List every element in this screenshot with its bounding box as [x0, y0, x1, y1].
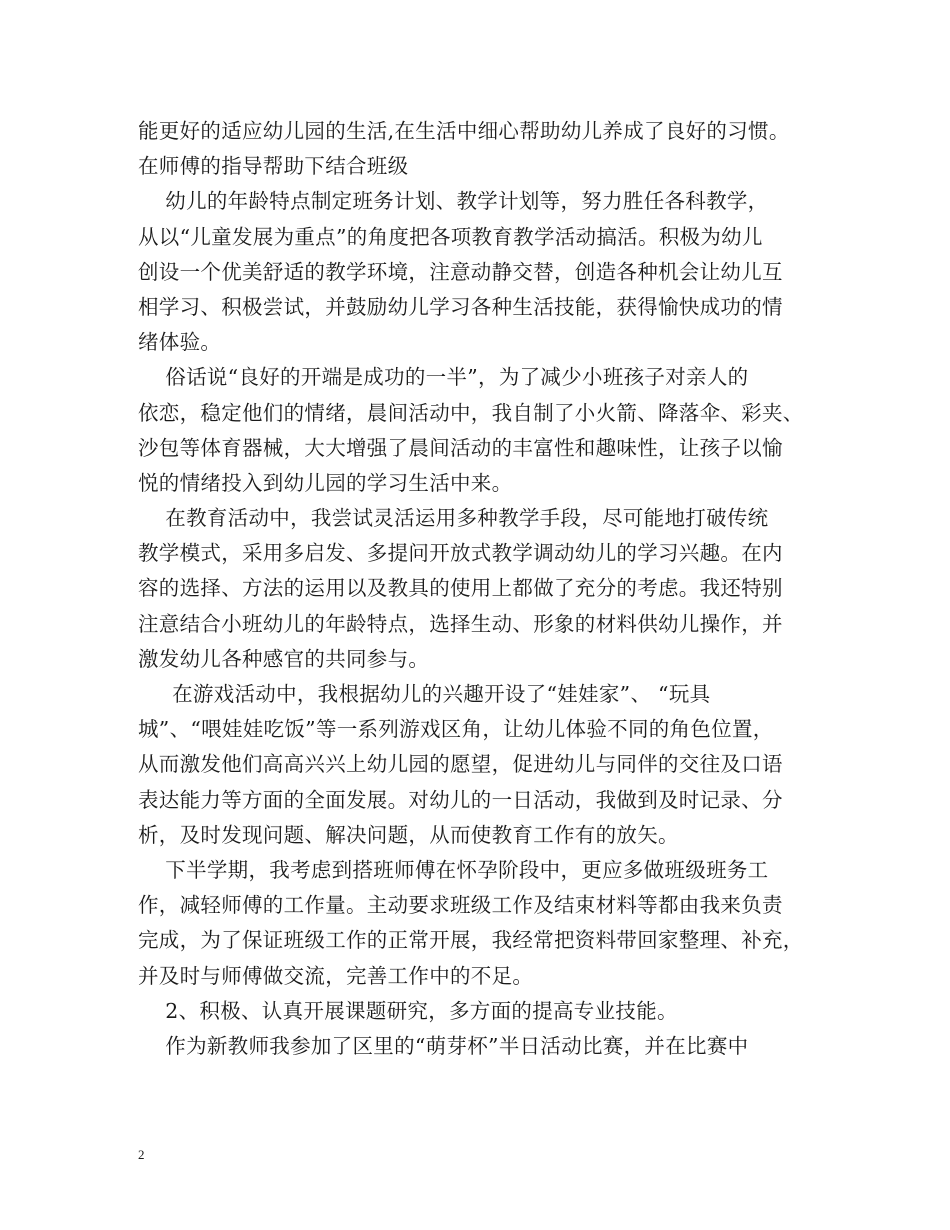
text-line: 相学习、积极尝试，并鼓励幼儿学习各种生活技能，获得愉快成功的情	[138, 294, 783, 319]
body-text	[138, 114, 828, 1064]
text-line: 析，及时发现问题、解决问题，从而使教育工作有的放矢。	[138, 822, 679, 847]
text-line: 在游戏活动中，我根据幼儿的兴趣开设了“娃娃家”、 “玩具	[138, 682, 711, 706]
text-line: 从以“儿童发展为重点”的角度把各项教育教学活动搞活。积极为幼儿	[138, 224, 763, 249]
page-number: 2	[138, 1147, 145, 1162]
text-line: 从而激发他们高高兴兴上幼儿园的愿望，促进幼儿与同伴的交往及口语	[138, 752, 783, 777]
text-line: 依恋，稳定他们的情绪，晨间活动中，我自制了小火箭、降落伞、彩夹、	[138, 400, 804, 425]
text-line: 在教育活动中，我尝试灵活运用多种教学手段，尽可能地打破传统	[138, 506, 769, 531]
text-line: 表达能力等方面的全面发展。对幼儿的一日活动，我做到及时记录、分	[138, 787, 783, 812]
text-line: 绪体验。	[138, 330, 222, 355]
text-line: 城”、“喂娃娃吃饭”等一系列游戏区角，让幼儿体验不同的角色位置，	[138, 717, 774, 742]
text-line: 并及时与师傅做交流，完善工作中的不足。	[138, 963, 534, 988]
text-line: 创设一个优美舒适的教学环境，注意动静交替，创造各种机会让幼儿互	[138, 259, 783, 284]
text-line: 能更好的适应幼儿园的生活,在生活中细心帮助幼儿养成了良好的习惯。	[138, 119, 790, 143]
text-line: 沙包等体育器械，大大增强了晨间活动的丰富性和趣味性，让孩子以愉	[138, 435, 783, 460]
text-line: 俗话说“良好的开端是成功的一半”，为了减少小班孩子对亲人的	[138, 365, 749, 390]
text-line: 悦的情绪投入到幼儿园的学习生活中来。	[138, 470, 513, 495]
text-line: 完成，为了保证班级工作的正常开展，我经常把资料带回家整理、补充，	[138, 928, 804, 953]
text-line: 教学模式，采用多启发、多提问开放式教学调动幼儿的学习兴趣。在内	[138, 541, 783, 566]
text-line: 下半学期，我考虑到搭班师傅在怀孕阶段中，更应多做班级班务工	[138, 857, 769, 882]
text-line: 容的选择、方法的运用以及教具的使用上都做了充分的考虑。我还特别	[138, 576, 783, 601]
text-line: 作，减轻师傅的工作量。主动要求班级工作及结束材料等都由我来负责	[138, 893, 783, 918]
text-line: 注意结合小班幼儿的年龄特点，选择生动、形象的材料供幼儿操作，并	[138, 611, 783, 636]
text-line: 幼儿的年龄特点制定班务计划、教学计划等，努力胜任各科教学，	[138, 189, 769, 214]
text-line: 激发幼儿各种感官的共同参与。	[138, 646, 430, 671]
text-line: 2、积极、认真开展课题研究，多方面的提高专业技能。	[138, 998, 678, 1023]
text-line: 作为新教师我参加了区里的“萌芽杯”半日活动比赛，并在比赛中	[138, 1033, 749, 1058]
text-line: 在师傅的指导帮助下结合班级	[138, 154, 409, 179]
